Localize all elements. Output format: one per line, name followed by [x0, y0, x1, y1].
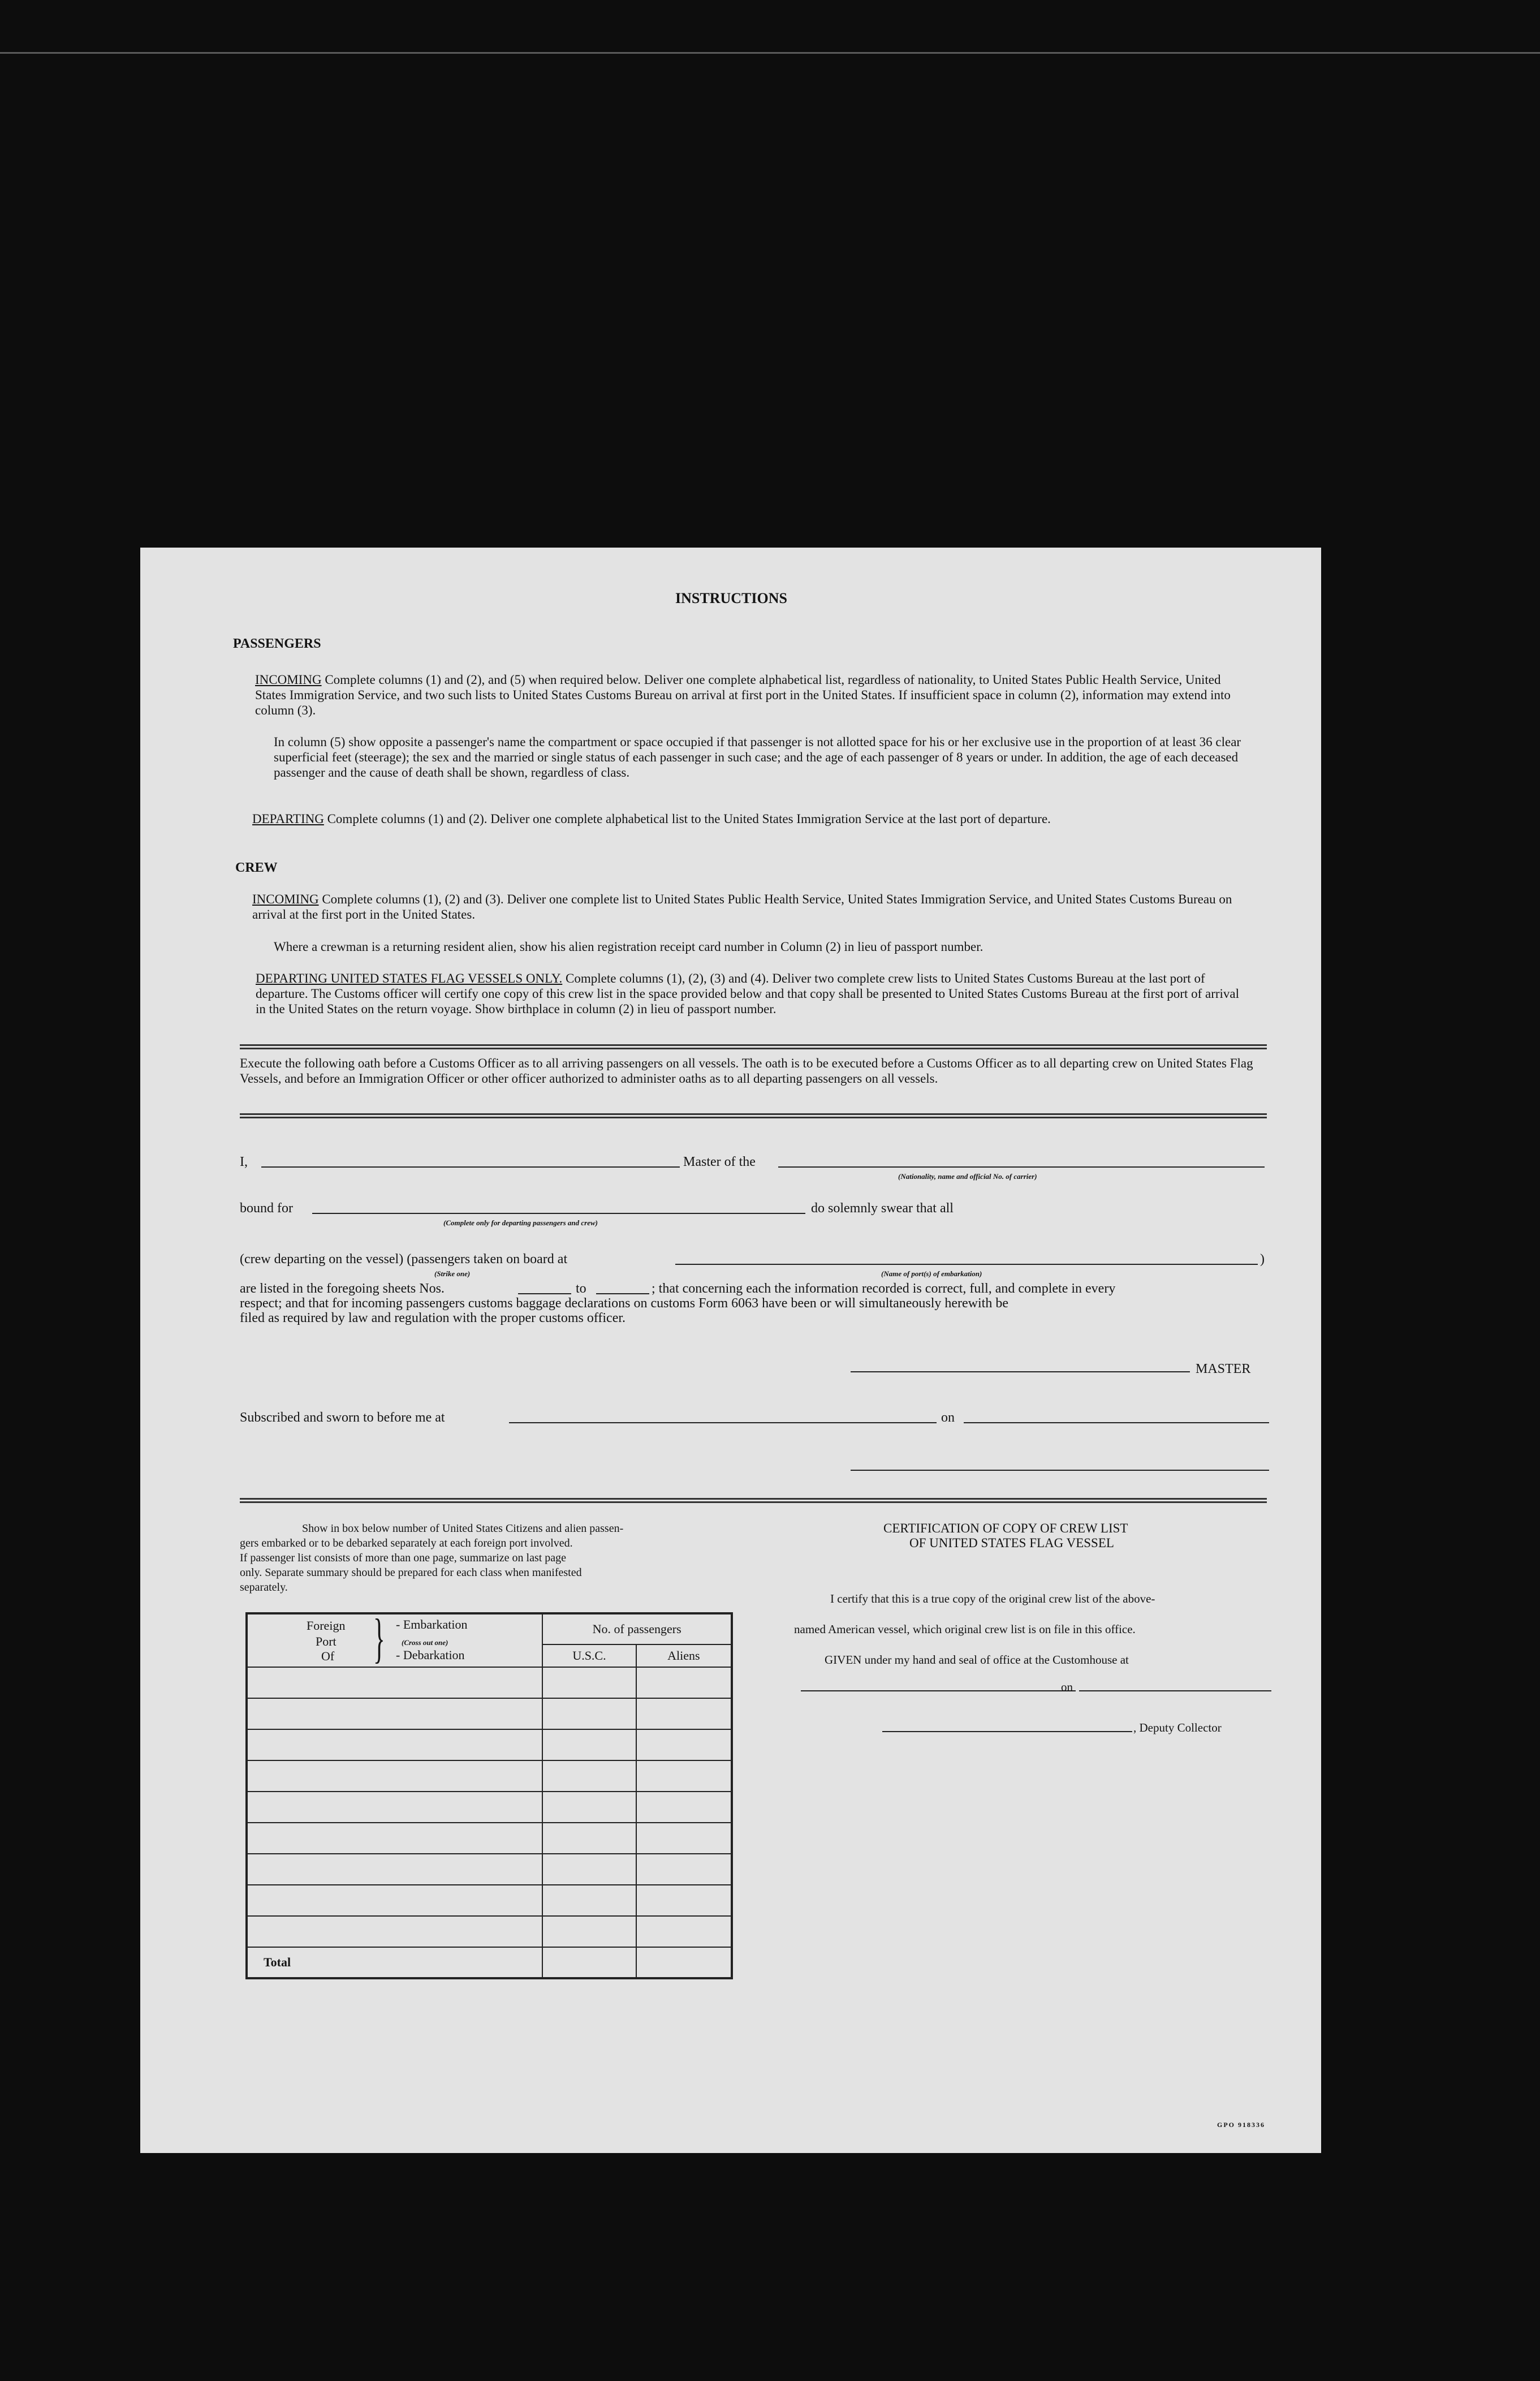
- usc-header: U.S.C.: [542, 1644, 636, 1667]
- usc-cell[interactable]: [542, 1792, 636, 1823]
- bound-for-label: bound for: [240, 1201, 293, 1216]
- aliens-cell[interactable]: [636, 1792, 732, 1823]
- port-cell[interactable]: [247, 1823, 542, 1854]
- crew-departing-text: Complete columns (1), (2), (3) and (4). Deliver two complete crew lists to United States Customs Bureau at the last port of departure. The Customs officer will certify one copy of this crew list in the space provided below and that copy shall be presented to United States Customs Bureau at the first port of arrival in the United States on the return voyage. Show birthplace in column (2) in lieu of passport number.: [256, 971, 1240, 1016]
- bound-for-field[interactable]: [312, 1213, 805, 1214]
- divider: [240, 1498, 1267, 1503]
- brace: }: [373, 1608, 385, 1668]
- subscribed-label: Subscribed and sworn to before me at: [240, 1410, 445, 1425]
- certification-line-3: GIVEN under my hand and seal of office at the Customhouse at: [825, 1653, 1129, 1667]
- i-label: I,: [240, 1155, 248, 1169]
- departing-label: DEPARTING: [252, 812, 324, 826]
- aliens-cell[interactable]: [636, 1823, 732, 1854]
- passengers-departing-paragraph: [252, 811, 1251, 826]
- usc-total-cell[interactable]: [542, 1947, 636, 1978]
- port-header-cell: [247, 1608, 542, 1668]
- port-cell[interactable]: [247, 1760, 542, 1792]
- aliens-total-cell[interactable]: [636, 1947, 732, 1978]
- embarkation-label: - Embarkation: [396, 1617, 468, 1631]
- divider: [240, 1113, 1267, 1118]
- certification-line-2: named American vessel, which original crew list is on file in this office.: [794, 1622, 1136, 1636]
- master-label: MASTER: [1196, 1362, 1251, 1376]
- summary-instr-3: If passenger list consists of more than one page, summarize on last page: [240, 1552, 567, 1564]
- officer-signature-field[interactable]: [851, 1470, 1269, 1471]
- film-edge-line: [0, 52, 1540, 54]
- certification-title-2: OF UNITED STATES FLAG VESSEL: [909, 1536, 1114, 1550]
- port-embarkation-field[interactable]: [675, 1264, 1258, 1265]
- port-cell[interactable]: [247, 1698, 542, 1729]
- certification-date-field[interactable]: [1079, 1690, 1271, 1691]
- column5-paragraph: In column (5) show opposite a passenger's name the compartment or space occupied if that passenger is not allotted space for his or her exclusive use in the proportion of at least 36 clear superficial feet (steerage); the sex and the married or single status of each passenger in such case; and the age of each passenger of 8 years or under. In addition, the age of each deceased passenger and the cause of death shall be shown, regardless of class.: [274, 735, 1241, 780]
- summary-instr-2: gers embarked or to be debarked separately at each foreign port involved.: [240, 1537, 573, 1549]
- listed-to: to: [576, 1281, 586, 1296]
- crew-departing-label-line: (crew departing on the vessel) (passengers taken on board at: [240, 1252, 568, 1267]
- usc-cell[interactable]: [542, 1760, 636, 1792]
- crew-departing-label: DEPARTING UNITED STATES FLAG VESSELS ONLY.: [256, 971, 563, 985]
- deputy-signature-field[interactable]: [882, 1731, 1132, 1732]
- solemnly-swear-label: do solemnly swear that all: [811, 1201, 954, 1216]
- summary-instr-4: only. Separate summary should be prepared for each class when manifested: [240, 1566, 582, 1579]
- certification-title-1: CERTIFICATION OF COPY OF CREW LIST: [883, 1521, 1128, 1535]
- form-page: [140, 548, 1321, 2153]
- usc-cell[interactable]: [542, 1854, 636, 1885]
- customhouse-field[interactable]: [801, 1690, 1076, 1691]
- summary-instr-5: separately.: [240, 1581, 288, 1594]
- port-cell[interactable]: [247, 1729, 542, 1760]
- aliens-header: Aliens: [636, 1644, 732, 1667]
- crew-departing-paragraph: [256, 971, 1251, 1017]
- port-caption: (Name of port(s) of embarkation): [881, 1269, 982, 1278]
- bound-for-caption: (Complete only for departing passengers and crew): [443, 1219, 598, 1227]
- sworn-place-field[interactable]: [509, 1422, 937, 1423]
- aliens-cell[interactable]: [636, 1760, 732, 1792]
- listed-line-3: filed as required by law and regulation with the proper customs officer.: [240, 1311, 626, 1325]
- port-cell[interactable]: [247, 1916, 542, 1947]
- nationality-caption: (Nationality, name and official No. of carrier): [898, 1172, 1037, 1181]
- instructions-title: INSTRUCTIONS: [675, 590, 787, 606]
- crew-heading: CREW: [235, 860, 278, 875]
- debarkation-label: - Debarkation: [396, 1648, 465, 1662]
- strike-one-caption: (Strike one): [434, 1269, 471, 1278]
- port-cell[interactable]: [247, 1854, 542, 1885]
- master-name-field[interactable]: [261, 1166, 680, 1168]
- foreign-label: Foreign: [307, 1618, 346, 1633]
- incoming-label: INCOMING: [255, 673, 322, 687]
- port-cell[interactable]: [247, 1667, 542, 1698]
- crew-incoming-paragraph: [252, 892, 1251, 922]
- crew-incoming-label: INCOMING: [252, 892, 319, 906]
- port-cell[interactable]: [247, 1792, 542, 1823]
- aliens-cell[interactable]: [636, 1729, 732, 1760]
- port-label: Port: [316, 1634, 337, 1648]
- total-label: Total: [247, 1947, 542, 1978]
- deputy-collector-label: , Deputy Collector: [1133, 1721, 1222, 1734]
- gpo-number: GPO 918336: [1217, 2121, 1265, 2129]
- passenger-summary-table: [245, 1608, 733, 1979]
- listed-line-1a: are listed in the foregoing sheets Nos.: [240, 1281, 445, 1296]
- listed-line-2: respect; and that for incoming passengers customs baggage declarations on customs Form 6063 have been or will simultaneously herewith be: [240, 1296, 1008, 1311]
- usc-cell[interactable]: [542, 1698, 636, 1729]
- usc-cell[interactable]: [542, 1823, 636, 1854]
- usc-cell[interactable]: [542, 1885, 636, 1916]
- oath-intro: Execute the following oath before a Customs Officer as to all arriving passengers on all vessels. The oath is to be executed before a Customs Officer as to all departing crew on United States Flag Vessels, and before an Immigration Officer or other officer authorized to administer oaths as to all departing passengers on all vessels.: [240, 1056, 1253, 1086]
- close-paren: ): [1260, 1252, 1265, 1267]
- departing-text: Complete columns (1) and (2). Deliver one complete alphabetical list to the United States Immigration Service at the last port of departure.: [327, 812, 1051, 826]
- certification-line-1: I certify that this is a true copy of the original crew list of the above-: [830, 1592, 1155, 1605]
- crewman-paragraph: Where a crewman is a returning resident alien, show his alien registration receipt card number in Column (2) in lieu of passport number.: [274, 940, 983, 954]
- listed-line-1b: ; that concerning each the information recorded is correct, full, and complete in every: [652, 1281, 1116, 1296]
- of-label: Of: [321, 1649, 335, 1663]
- port-cell[interactable]: [247, 1885, 542, 1916]
- summary-instr-1: Show in box below number of United States Citizens and alien passen-: [302, 1522, 624, 1535]
- incoming-text: Complete columns (1) and (2), and (5) when required below. Deliver one complete alphabetical list, regardless of nationality, to United States Public Health Service, United States Immigration Service, and two such lists to United States Customs Bureau on arrival at first port in the United States. If insufficient space in column (2), information may extend into column (3).: [255, 673, 1231, 717]
- carrier-field[interactable]: [778, 1166, 1265, 1168]
- cross-out-caption: (Cross out one): [402, 1638, 448, 1647]
- sheet-to-field[interactable]: [596, 1293, 649, 1294]
- sworn-on-label: on: [941, 1410, 955, 1425]
- aliens-cell[interactable]: [636, 1698, 732, 1729]
- sheet-from-field[interactable]: [518, 1293, 571, 1294]
- aliens-cell[interactable]: [636, 1885, 732, 1916]
- master-of-the-label: Master of the: [683, 1155, 756, 1169]
- master-signature-field[interactable]: [851, 1371, 1190, 1372]
- aliens-cell[interactable]: [636, 1916, 732, 1947]
- certification-on-label: on: [1061, 1680, 1073, 1694]
- usc-cell[interactable]: [542, 1667, 636, 1698]
- crew-incoming-text: Complete columns (1), (2) and (3). Deliver one complete list to United States Public Health Service, United States Immigration Service, and United States Customs Bureau on arrival at the first port in the United States.: [252, 892, 1232, 922]
- passengers-incoming-paragraph: [255, 672, 1252, 718]
- passengers-heading: PASSENGERS: [233, 636, 321, 651]
- sworn-date-field[interactable]: [964, 1422, 1269, 1423]
- aliens-cell[interactable]: [636, 1667, 732, 1698]
- divider: [240, 1044, 1267, 1049]
- usc-cell[interactable]: [542, 1916, 636, 1947]
- no-of-passengers-header: No. of passengers: [542, 1613, 732, 1644]
- aliens-cell[interactable]: [636, 1854, 732, 1885]
- usc-cell[interactable]: [542, 1729, 636, 1760]
